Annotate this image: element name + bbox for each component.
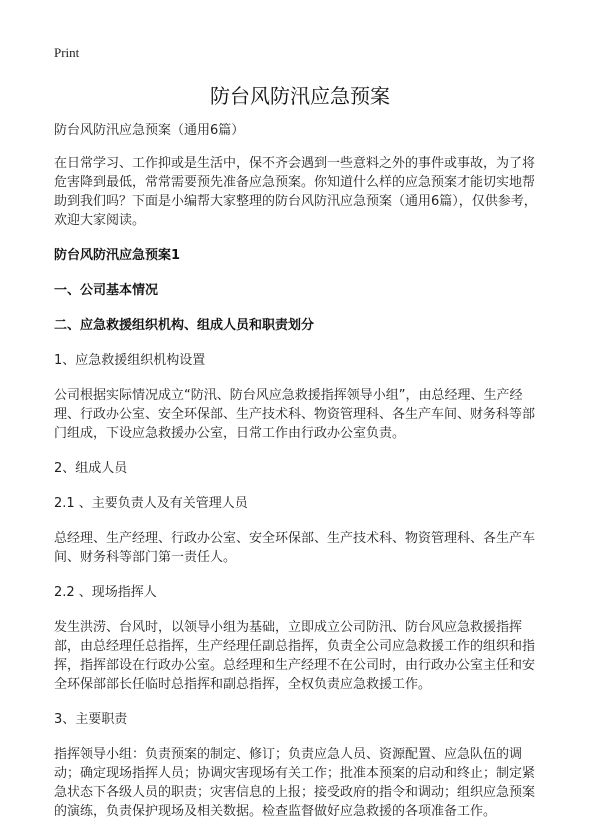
paragraph-org-setup: 公司根据实际情况成立“防汛、防台风应急救援指挥领导小组”，由总经理、生产经理、行政办公室、安全环保部、生产技术科、物资管理科、各生产车间、财务科等部门组成，下设应急救援办公室，日常工作由行政办公室负责。 [54, 388, 536, 441]
subheading-duties: 3、主要职责 [54, 712, 128, 727]
heading-organization: 二、应急救援组织机构、组成人员和职责划分 [54, 318, 315, 333]
subheading-managers: 2.1 、主要负责人及有关管理人员 [54, 496, 248, 511]
intro-paragraph: 在日常学习、工作抑或是生活中，保不齐会遇到一些意料之外的事件或事故，为了将危害降到最低，常常需要预先准备应急预案。你知道什么样的应急预案才能切实地帮助到我们吗？下面是小编帮大家整理的防台风防汛应急预案（通用6篇），仅供参考，欢迎大家阅读。 [54, 156, 537, 228]
paragraph-duties: 指挥领导小组：负责预案的制定、修订；负责应急人员、资源配置、应急队伍的调动；确定现场指挥人员；协调灾害现场有关工作；批准本预案的启动和终止；制定紧急状态下各级人员的职责；灾害信息的上报；接受政府的指令和调动；组织应急预案的演练，负责保护现场及相关数据。检查监督做好应急救援的各项准备工作。 [54, 747, 536, 819]
paragraph-field-commander: 发生洪涝、台风时，以领导小组为基础，立即成立公司防汛、防台风应急救援指挥部，由总经理任总指挥，生产经理任副总指挥，负责全公司应急救援工作的组织和指挥，指挥部设在行政办公室。总经理和生产经理不在公司时，由行政办公室主任和安全环保部部长任临时总指挥和副总指挥，全权负责应急救援工作。 [54, 620, 536, 692]
print-link[interactable]: Print [54, 45, 80, 60]
document-title: 防台风防汛应急预案 [210, 84, 390, 108]
subheading-org-setup: 1、应急救援组织机构设置 [54, 353, 206, 368]
subheading-field-commander: 2.2 、现场指挥人 [54, 585, 157, 600]
document-body [54, 121, 546, 821]
section-title: 防台风防汛应急预案1 [54, 248, 181, 263]
subheading-members: 2、组成人员 [54, 461, 128, 476]
heading-company-info: 一、公司基本情况 [54, 283, 159, 298]
document-subtitle: 防台风防汛应急预案（通用6篇） [54, 123, 245, 138]
paragraph-managers: 总经理、生产经理、行政办公室、安全环保部、生产技术科、物资管理科、各生产车间、财务科等部门第一责任人。 [54, 531, 536, 565]
